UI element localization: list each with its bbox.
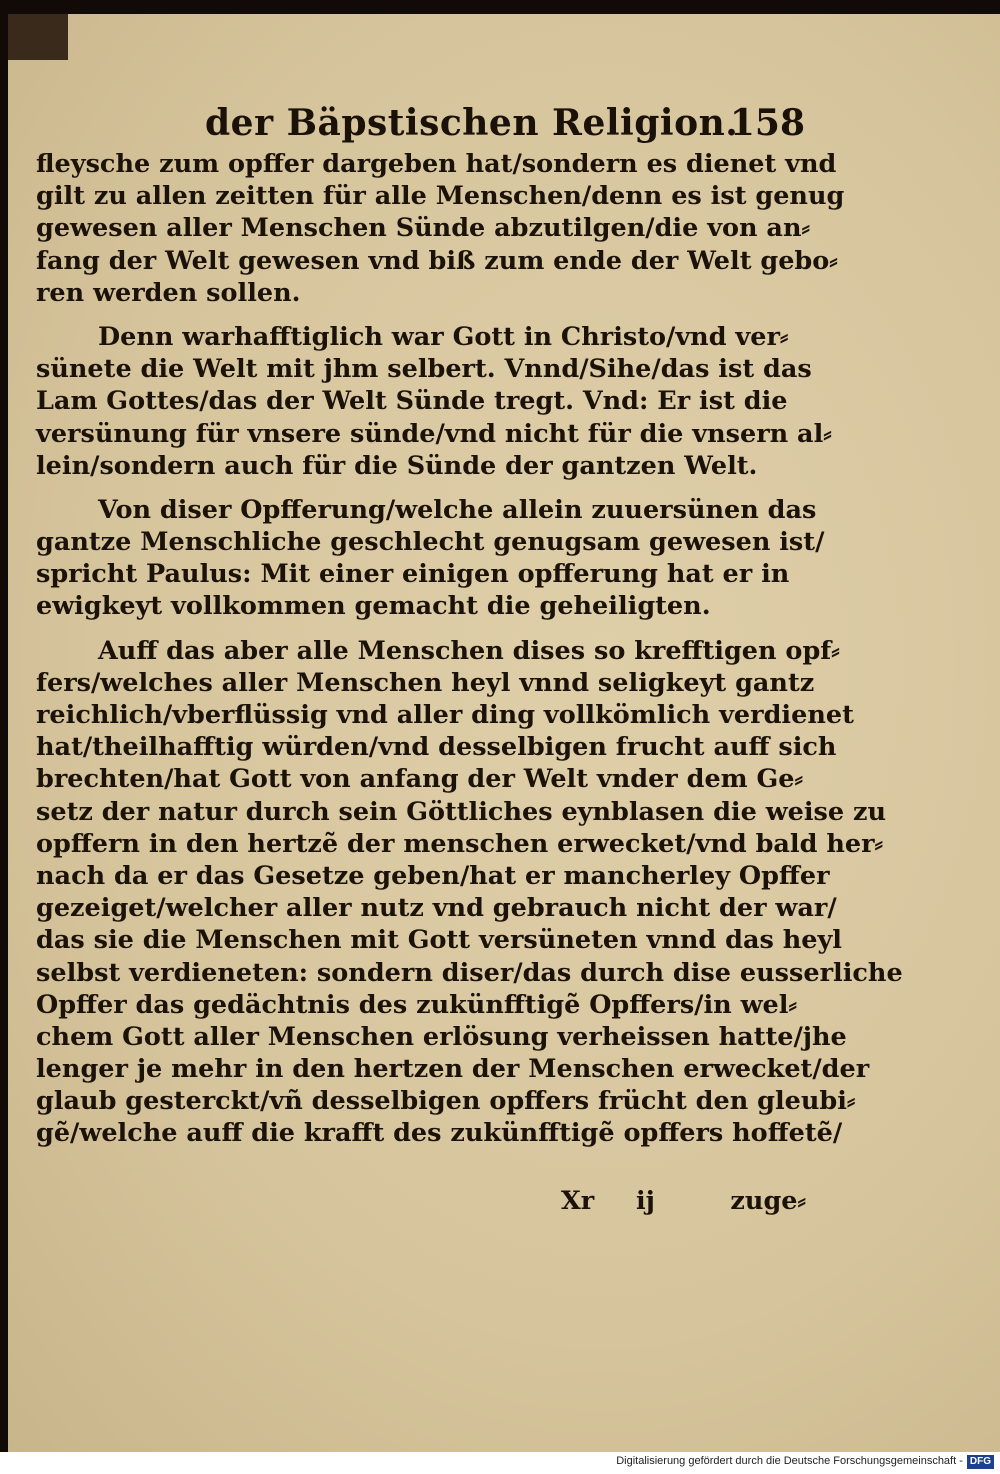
text-line: Von diser Opfferung/welche allein zuuersünen das	[98, 494, 817, 525]
page-corner-shadow	[8, 14, 68, 60]
text-line: brechten/hat Gott von anfang der Welt vnder dem Ge⸗	[36, 764, 804, 795]
text-line: lein/sondern auch für die Sünde der gantzen Welt.	[36, 450, 758, 481]
running-title: der Bäpstischen Religion.	[205, 102, 739, 144]
text-line: fleysche zum opffer dargeben hat/sondern es dienet vnd	[36, 149, 837, 179]
dfg-logo: DFG	[967, 1455, 994, 1469]
text-line: setz der natur durch sein Göttliches eynblasen die weise zu	[36, 796, 887, 827]
text-line: ren werden sollen.	[36, 277, 301, 308]
signature-number: ij	[636, 1186, 655, 1216]
text-line: versünung für vnsere sünde/vnd nicht für die vnsern al⸗	[36, 418, 832, 449]
paragraph	[36, 321, 832, 482]
text-line: hat/theilhafftig würden/vnd desselbigen frucht auff sich	[36, 732, 837, 763]
paragraph	[36, 148, 845, 309]
page-number: 158	[729, 102, 805, 144]
text-line: Lam Gottes/das der Welt Sünde tregt. Vnd: Er ist die	[36, 386, 788, 417]
text-line: nach da er das Gesetze geben/hat er mancherley Opffer	[36, 860, 830, 891]
text-line: spricht Paulus: Mit einer einigen opfferung hat er in	[36, 559, 790, 590]
text-line: ewigkeyt vollkommen gemacht die geheiligten.	[36, 591, 711, 622]
text-line: gezeiget/welcher aller nutz vnd gebrauch nicht der war/	[36, 893, 837, 924]
text-line: das sie die Menschen mit Gott versüneten vnnd das heyl	[36, 925, 842, 956]
text-line: gẽ/welche auff die krafft des zukünfftigẽ opffers hoffetẽ/	[36, 1118, 843, 1149]
page-footer	[36, 1186, 806, 1222]
signature-mark: Xr	[561, 1186, 595, 1216]
text-line: glaub gesterckt/vñ desselbigen opffers frücht den gleubi⸗	[36, 1086, 856, 1117]
text-line: lenger je mehr in den hertzen der Menschen erwecket/der	[36, 1054, 870, 1085]
running-header	[205, 102, 805, 150]
paragraph	[36, 494, 825, 623]
text-line: selbst verdieneten: sondern diser/das durch dise eusserliche	[36, 957, 903, 988]
text-line: Denn warhafftiglich war Gott in Christo/vnd ver⸗	[98, 321, 789, 352]
text-line: fers/welches aller Menschen heyl vnnd seligkeyt gantz	[36, 667, 815, 698]
text-line: gewesen aller Menschen Sünde abzutilgen/die von an⸗	[36, 213, 810, 244]
text-line: opffern in den hertzẽ der menschen erwecket/vnd bald her⸗	[36, 828, 884, 859]
text-line: sünete die Welt mit jhm selbert. Vnnd/Sihe/das ist das	[36, 354, 812, 385]
credit-text: Digitalisierung gefördert durch die Deutsche Forschungsgemeinschaft -	[616, 1455, 963, 1467]
catchword: zuge⸗	[730, 1186, 806, 1216]
text-line: Opffer das gedächtnis des zukünfftigẽ Opffers/in wel⸗	[36, 989, 797, 1020]
text-body	[36, 148, 903, 1150]
text-line: chem Gott aller Menschen erlösung verheissen hatte/jhe	[36, 1021, 847, 1052]
digitization-credit	[616, 1455, 994, 1471]
text-line: reichlich/vberflüssig vnd aller ding vollkömlich verdienet	[36, 700, 854, 730]
paragraph	[36, 635, 903, 1150]
text-line: fang der Welt gewesen vnd biß zum ende der Welt gebo⸗	[36, 245, 838, 276]
text-line: gantze Menschliche geschlecht genugsam gewesen ist/	[36, 527, 825, 558]
text-line: Auff das aber alle Menschen dises so krefftigen opf⸗	[98, 635, 840, 666]
text-line: gilt zu allen zeitten für alle Menschen/denn es ist genug	[36, 181, 845, 212]
